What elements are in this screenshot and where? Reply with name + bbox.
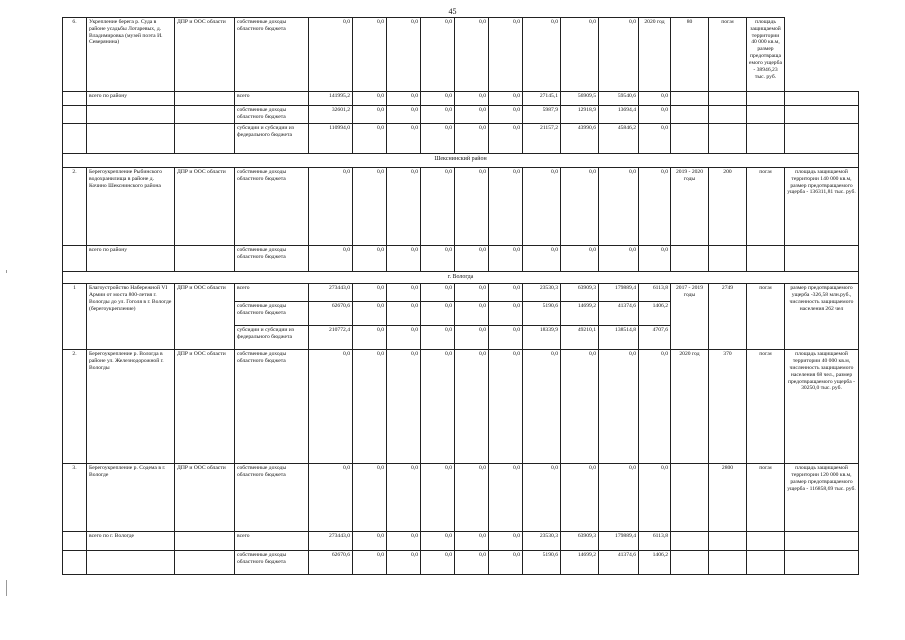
table-cell: 0,0	[387, 326, 421, 350]
table-cell: собственные доходы областного бюджета	[235, 18, 309, 92]
table-cell: 0,0	[561, 18, 599, 92]
table-cell: 2.	[63, 168, 87, 246]
table-cell: 0,0	[561, 246, 599, 272]
table-cell: 0,0	[489, 326, 523, 350]
table-cell	[671, 551, 709, 575]
table-cell: 0,0	[455, 326, 489, 350]
table-cell: 0,0	[599, 246, 639, 272]
table-cell: 14699,2	[561, 302, 599, 326]
table-cell: 0,0	[353, 106, 387, 124]
table-cell: 0,0	[353, 302, 387, 326]
table-cell: Берегоукрепление р. Вологда в районе ул. Железнодорожной г. Вологды	[87, 350, 175, 464]
table-cell: Благоустройство Набережной VI Армии от моста 800-летия г. Вологды до ул. Гоголя в г. Вологде (берегоукрепление)	[87, 284, 175, 350]
table-cell: собственные доходы областного бюджета	[235, 246, 309, 272]
table-cell: 0,0	[421, 464, 455, 532]
table-cell: 18339,9	[523, 326, 561, 350]
table-cell	[87, 106, 175, 124]
table-cell: 1406,2	[639, 302, 671, 326]
table-cell: 0,0	[639, 246, 671, 272]
table-cell: площадь защищаемой территории 40 000 кв.м, численность защищаемого населения 68 чел., размер предотвращаемого ущерба - 30250,0 тыс. руб.	[785, 350, 859, 464]
table-cell: 0,0	[489, 168, 523, 246]
table-cell: 0,0	[387, 246, 421, 272]
table-cell: 62670,6	[309, 551, 353, 575]
table-cell: 0,0	[455, 551, 489, 575]
table-cell: 0,0	[353, 532, 387, 551]
table-cell: 14699,2	[561, 551, 599, 575]
table-cell: 0,0	[561, 168, 599, 246]
table-cell: 63909,3	[561, 532, 599, 551]
table-row	[63, 124, 859, 154]
table-cell: 0,0	[353, 284, 387, 302]
table-cell: 0,0	[421, 124, 455, 154]
table-row	[63, 246, 859, 272]
table-cell	[747, 106, 785, 124]
table-cell: 0,0	[639, 124, 671, 154]
table-cell: 0,0	[421, 326, 455, 350]
table-cell: 27145,1	[523, 92, 561, 106]
table-cell: Укрепление берега р. Суда в районе усадьбы Лотаревых, д. Владимировка (музей поэта И. Северянина)	[87, 18, 175, 92]
table-cell: 5987,9	[523, 106, 561, 124]
table-cell: 0,0	[599, 168, 639, 246]
table-cell: 0,0	[455, 92, 489, 106]
table-cell: пог.м	[747, 284, 785, 350]
table-cell: всего по району	[87, 92, 175, 106]
table-cell: 179889,4	[599, 532, 639, 551]
table-row	[63, 18, 859, 92]
table-cell: 0,0	[387, 92, 421, 106]
table-cell: 3.	[63, 464, 87, 532]
financing-table	[62, 17, 859, 575]
table-cell: 6113,8	[639, 532, 671, 551]
table-cell	[671, 464, 709, 532]
table-cell: пог.м	[747, 350, 785, 464]
scan-mark-left	[6, 270, 7, 273]
table-cell: пог.м	[747, 464, 785, 532]
table-cell: 6113,8	[639, 284, 671, 302]
table-cell	[63, 246, 87, 272]
table-cell: 0,0	[489, 532, 523, 551]
table-cell: 21157,2	[523, 124, 561, 154]
table-cell: 0,0	[421, 551, 455, 575]
table-cell: 0,0	[387, 532, 421, 551]
table-cell: 0,0	[489, 350, 523, 464]
table-cell: 200	[709, 168, 747, 246]
table-cell: 0,0	[523, 464, 561, 532]
table-cell: Берегоукрепление Рыбинского водохранилища в районе д. Кочино Шекснинского района	[87, 168, 175, 246]
section-title: г. Вологда	[63, 272, 859, 284]
table-cell: 0,0	[309, 350, 353, 464]
table-cell: 49210,1	[561, 326, 599, 350]
table-cell: всего	[235, 92, 309, 106]
table-cell: 0,0	[639, 106, 671, 124]
scan-mark-left-bottom	[6, 580, 7, 596]
table-cell: 0,0	[309, 246, 353, 272]
table-cell: 210772,4	[309, 326, 353, 350]
table-cell: 0,0	[523, 246, 561, 272]
table-cell: собственные доходы областного бюджета	[235, 350, 309, 464]
table-cell: 0,0	[421, 532, 455, 551]
table-row	[63, 284, 859, 302]
table-row	[63, 92, 859, 106]
table-cell: 0,0	[489, 284, 523, 302]
table-cell	[175, 551, 235, 575]
table-cell: ДПР и ООС области	[175, 350, 235, 464]
table-cell: 32601,2	[309, 106, 353, 124]
table-cell: 0,0	[353, 168, 387, 246]
table-cell: 0,0	[387, 284, 421, 302]
table-cell: 13694,4	[599, 106, 639, 124]
table-cell: 0,0	[387, 464, 421, 532]
table-cell	[709, 551, 747, 575]
section-header-row	[63, 154, 859, 168]
table-cell: 0,0	[455, 284, 489, 302]
table-cell: 0,0	[421, 302, 455, 326]
table-cell: 0,0	[639, 168, 671, 246]
table-cell: 0,0	[455, 302, 489, 326]
table-cell: 0,0	[421, 92, 455, 106]
table-cell: собственные доходы областного бюджета	[235, 464, 309, 532]
table-cell: 0,0	[387, 106, 421, 124]
table-cell: субсидии и субсидии из федерального бюджета	[235, 326, 309, 350]
table-cell: 41374,6	[599, 551, 639, 575]
table-cell: 0,0	[599, 350, 639, 464]
table-cell: всего по району	[87, 246, 175, 272]
table-cell: 2800	[709, 464, 747, 532]
table-cell: 0,0	[455, 246, 489, 272]
table-cell: 273443,0	[309, 284, 353, 302]
table-cell	[747, 92, 785, 106]
table-cell	[175, 106, 235, 124]
table-cell	[709, 106, 747, 124]
table-cell	[671, 246, 709, 272]
table-cell: 0,0	[387, 302, 421, 326]
table-cell: 12918,9	[561, 106, 599, 124]
table-cell: 141995,2	[309, 92, 353, 106]
table-cell: собственные доходы областного бюджета	[235, 551, 309, 575]
table-cell	[175, 124, 235, 154]
table-cell: 0,0	[353, 246, 387, 272]
table-cell: площадь защищаемой территории 120 000 кв.м, размер предотвращаемого ущерба - 116858,69 тыс. руб.	[785, 464, 859, 532]
table-cell	[747, 124, 785, 154]
table-cell	[63, 106, 87, 124]
table-cell: 0,0	[455, 168, 489, 246]
table-cell: 0,0	[353, 124, 387, 154]
table-cell: 2019 - 2020 годы	[671, 168, 709, 246]
table-cell: 2.	[63, 350, 87, 464]
table-cell: 0,0	[309, 18, 353, 92]
table-cell: 2020 год	[639, 18, 671, 92]
table-cell	[747, 246, 785, 272]
table-cell: 59540,6	[599, 92, 639, 106]
table-cell: 0,0	[489, 246, 523, 272]
table-cell: 23530,3	[523, 284, 561, 302]
table-cell: субсидии и субсидии из федерального бюджета	[235, 124, 309, 154]
table-row	[63, 106, 859, 124]
table-cell: 0,0	[599, 18, 639, 92]
table-cell: 273443,0	[309, 532, 353, 551]
table-cell: 1	[63, 284, 87, 350]
table-cell: пог.м	[747, 168, 785, 246]
table-cell	[785, 246, 859, 272]
table-cell: 0,0	[523, 350, 561, 464]
table-cell: 370	[709, 350, 747, 464]
table-cell: 62670,6	[309, 302, 353, 326]
table-cell: 0,0	[387, 168, 421, 246]
table-cell	[175, 92, 235, 106]
table-cell	[175, 246, 235, 272]
section-header-row	[63, 272, 859, 284]
table-cell	[87, 551, 175, 575]
table-cell: 2017 - 2019 годы	[671, 284, 709, 350]
table-cell: 56909,5	[561, 92, 599, 106]
table-cell: 0,0	[639, 92, 671, 106]
table-cell: 0,0	[455, 18, 489, 92]
table-cell: 4707,6	[639, 326, 671, 350]
table-cell	[63, 532, 87, 551]
table-cell	[63, 551, 87, 575]
table-cell: 179889,4	[599, 284, 639, 302]
table-cell: 0,0	[561, 464, 599, 532]
table-cell: 23530,3	[523, 532, 561, 551]
table-cell: 0,0	[421, 350, 455, 464]
table-cell: 0,0	[309, 168, 353, 246]
table-cell	[63, 124, 87, 154]
table-cell: 2749	[709, 284, 747, 350]
table-cell: 0,0	[421, 246, 455, 272]
table-cell: 0,0	[353, 464, 387, 532]
table-cell: 0,0	[387, 18, 421, 92]
table-cell: 5190,6	[523, 551, 561, 575]
table-cell: собственные доходы областного бюджета	[235, 302, 309, 326]
table-cell: 0,0	[455, 350, 489, 464]
table-cell: 2020 год	[671, 350, 709, 464]
table-cell	[87, 124, 175, 154]
table-cell: 0,0	[421, 284, 455, 302]
table-cell: 0,0	[353, 551, 387, 575]
table-cell	[671, 106, 709, 124]
table-cell: 0,0	[489, 92, 523, 106]
table-body	[63, 18, 859, 575]
table-cell: 0,0	[353, 92, 387, 106]
table-cell	[747, 532, 785, 551]
table-cell: 6.	[63, 18, 87, 92]
table-row	[63, 168, 859, 246]
table-cell: 63909,3	[561, 284, 599, 302]
table-cell: площадь защищаемой территории 40 000 кв.м, размер предотвращаемого ущерба - 38946,23 тыс. руб.	[747, 18, 785, 92]
table-cell: 0,0	[455, 124, 489, 154]
table-cell: 0,0	[523, 168, 561, 246]
table-cell: 0,0	[489, 124, 523, 154]
table-cell	[709, 532, 747, 551]
table-cell: 110994,0	[309, 124, 353, 154]
table-row	[63, 532, 859, 551]
table-cell	[785, 92, 859, 106]
table-cell: 0,0	[455, 106, 489, 124]
table-cell	[785, 532, 859, 551]
table-cell: 0,0	[309, 464, 353, 532]
table-cell: 0,0	[455, 464, 489, 532]
table-cell: 1406,2	[639, 551, 671, 575]
table-cell: 0,0	[599, 464, 639, 532]
table-cell: 0,0	[353, 350, 387, 464]
table-cell: размер предотвращаемого ущерба -326,58 млн.руб., численность защищаемого населения 262 чел	[785, 284, 859, 350]
table-cell	[671, 124, 709, 154]
table-cell: всего	[235, 284, 309, 302]
table-cell	[671, 532, 709, 551]
table-cell: 0,0	[489, 106, 523, 124]
table-cell	[785, 106, 859, 124]
table-cell	[671, 92, 709, 106]
table-cell: 80	[671, 18, 709, 92]
table-cell: 5190,6	[523, 302, 561, 326]
table-cell: 0,0	[639, 464, 671, 532]
table-cell	[63, 92, 87, 106]
table-cell: 0,0	[421, 106, 455, 124]
table-cell: 0,0	[489, 18, 523, 92]
table-row	[63, 551, 859, 575]
table-cell: ДПР и ООС области	[175, 168, 235, 246]
table-cell: 0,0	[523, 18, 561, 92]
table-cell: 0,0	[387, 551, 421, 575]
table-cell: 0,0	[561, 350, 599, 464]
table-cell: собственные доходы областного бюджета	[235, 106, 309, 124]
table-cell: 0,0	[489, 551, 523, 575]
table-cell: 138514,8	[599, 326, 639, 350]
table-cell: 41374,6	[599, 302, 639, 326]
table-cell: 0,0	[421, 18, 455, 92]
table-row	[63, 464, 859, 532]
table-cell	[709, 124, 747, 154]
table-cell: Берегоукрепление р. Содема в г. Вологде	[87, 464, 175, 532]
table-cell: 0,0	[353, 326, 387, 350]
table-cell	[785, 551, 859, 575]
table-cell: площадь защищаемой территории 140 000 кв.м, размер предотвращаемого ущерба - 136311,81 тыс. руб.	[785, 168, 859, 246]
table-cell	[747, 551, 785, 575]
table-cell: собственные доходы областного бюджета	[235, 168, 309, 246]
table-cell: 0,0	[353, 18, 387, 92]
table-cell: 43990,6	[561, 124, 599, 154]
table-cell: 0,0	[387, 124, 421, 154]
section-title: Шекснинский район	[63, 154, 859, 168]
table-cell: 0,0	[639, 350, 671, 464]
table-cell	[175, 532, 235, 551]
table-cell: 0,0	[387, 350, 421, 464]
table-cell	[709, 92, 747, 106]
table-cell: ДПР и ООС области	[175, 284, 235, 350]
table-cell: пог.м	[709, 18, 747, 92]
table-cell: 0,0	[489, 464, 523, 532]
table-row	[63, 350, 859, 464]
table-cell: 0,0	[421, 168, 455, 246]
table-cell: всего	[235, 532, 309, 551]
table-cell	[709, 246, 747, 272]
table-cell: всего по г. Вологде	[87, 532, 175, 551]
page-number: 45	[448, 7, 457, 16]
table-cell: 0,0	[489, 302, 523, 326]
table-cell	[785, 124, 859, 154]
table-cell: ДПР и ООС области	[175, 18, 235, 92]
table-cell: ДПР и ООС области	[175, 464, 235, 532]
table-cell: 45846,2	[599, 124, 639, 154]
table-cell: 0,0	[455, 532, 489, 551]
